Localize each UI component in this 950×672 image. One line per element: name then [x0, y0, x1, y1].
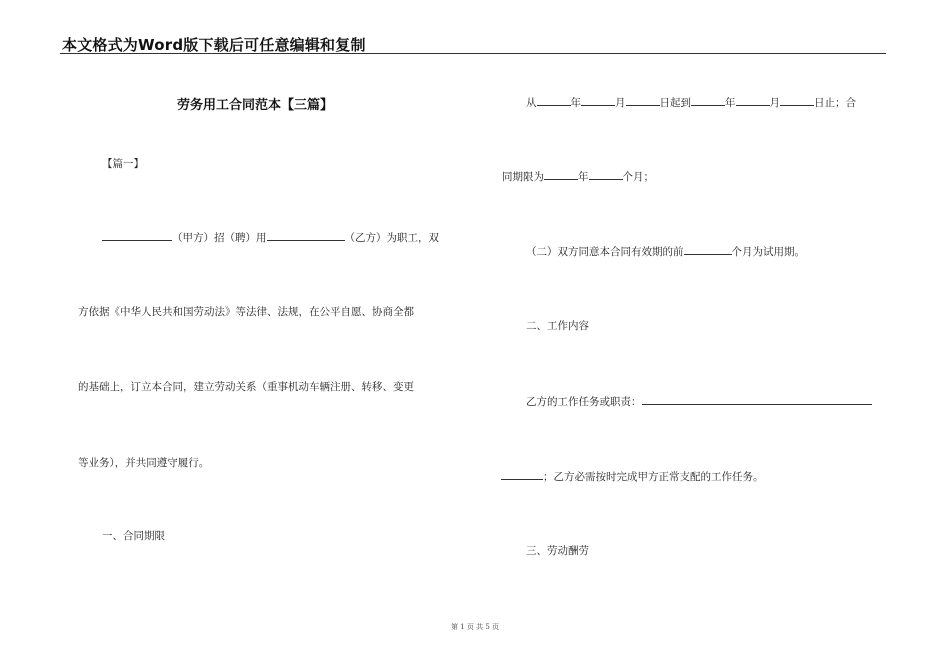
- duties-text-2: ；乙方必需按时完成甲方正常支配的工作任务。: [543, 471, 764, 483]
- document-banner: 本文格式为Word版下载后可任意编辑和复制: [62, 36, 366, 54]
- section-heading-work: 二、工作内容: [526, 320, 589, 332]
- start-year-blank: [537, 94, 571, 106]
- page-number: 第 1 页 共 5 页: [450, 623, 500, 631]
- day-to-text: 日起到: [659, 97, 691, 109]
- term-years-blank: [544, 168, 578, 180]
- term-from-text: 从: [526, 97, 537, 109]
- party-a-blank: [102, 229, 172, 241]
- duties-line-2: [501, 468, 764, 484]
- term-length-line: [502, 168, 654, 184]
- term-length-text: 同期限为: [502, 171, 544, 183]
- end-month-blank: [736, 94, 770, 106]
- duties-blank-2: [501, 468, 543, 480]
- section-heading-term: 一、合同期限: [102, 530, 165, 542]
- paragraph-line-3: 的基础上，订立本合同，建立劳动关系（重事机动车辆注册、转移、变更: [78, 381, 414, 393]
- paragraph-line-4: 等业务），并共同遵守履行。: [78, 457, 210, 469]
- section-heading-pay: 三、劳动酬劳: [526, 545, 589, 557]
- term-months-blank: [589, 168, 623, 180]
- duties-line: [526, 393, 872, 409]
- party-a-text: （甲方）招（聘）用: [172, 232, 267, 244]
- probation-line: [526, 243, 805, 259]
- probation-months-blank: [684, 243, 732, 255]
- paragraph-line-2: 方依据《中华人民共和国劳动法》等法律、法规，在公平自愿、协商全都: [78, 306, 414, 318]
- month-text-2: 月: [769, 97, 780, 109]
- term-months-text: 个月；: [622, 171, 654, 183]
- probation-text: （二）双方同意本合同有效期的前: [526, 246, 684, 258]
- banner-divider: [60, 53, 886, 54]
- year-text: 年: [570, 97, 581, 109]
- document-title: 劳务用工合同范本【三篇】: [177, 98, 334, 113]
- term-year-text: 年: [578, 171, 589, 183]
- section-label: 【篇一】: [102, 158, 144, 170]
- duties-blank: [642, 393, 872, 405]
- probation-end-text: 个月为试用期。: [731, 246, 805, 258]
- start-day-blank: [626, 94, 660, 106]
- duties-text: 乙方的工作任务或职责：: [526, 396, 642, 408]
- party-b-blank: [267, 229, 345, 241]
- term-end-text: 日止；合: [814, 97, 856, 109]
- end-year-blank: [691, 94, 725, 106]
- paragraph-line-1: [102, 229, 439, 245]
- term-dates-line: [526, 94, 856, 110]
- end-day-blank: [780, 94, 814, 106]
- party-b-text: （乙方）为职工，双: [344, 232, 439, 244]
- year-text-2: 年: [725, 97, 736, 109]
- start-month-blank: [581, 94, 615, 106]
- month-text: 月: [615, 97, 626, 109]
